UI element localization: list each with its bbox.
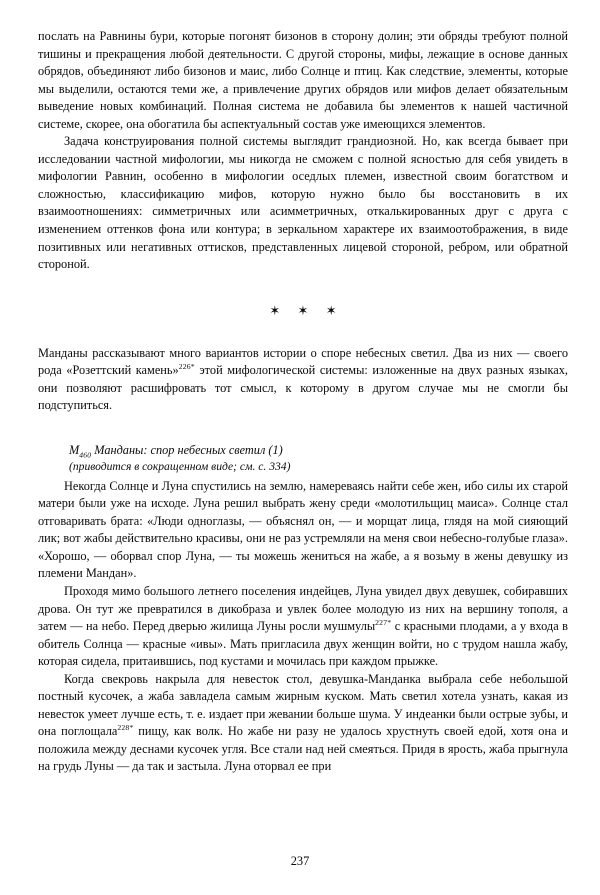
myth-label-number: 460 xyxy=(79,450,92,460)
mandan-text-lead: Манданы рассказывают много вариантов истории о споре небесных светил. Два из них — своего рода «Розеттский камень» xyxy=(38,345,568,378)
paragraph-continuation: послать на Равнины бури, которые погонят бизонов в сторону долин; эти обряды требуют полной тишины и прекращения любой деятельности. С другой стороны, мифы, лежащие в основе данных обрядов, объединяют либо бизонов и маис, либо Солнце и птиц. Как следствие, элементы, которые мы выделили, остаются теми же, а привлечение других обрядов или мифов делает обязательным выведение новых комбинаций. Полная система не добавила бы элементов к нашей частичной системе, скорее, она обогатила бы аспектуальный состав уже имеющихся элементов. xyxy=(38,29,568,131)
story3-text-tail: пищу, как волк. Но жабе ни разу не удалось хрустнуть своей едой, хотя она и положила между деснами кусочек угля. Все стали над ней смеяться. Придя в ярость, жаба прыгнула на грудь Луны — да так и застыла. Луна оторвал ее при xyxy=(38,724,569,774)
story3-text-lead: Когда свекровь накрыла для невесток стол, девушка-Манданка выбрала себе небольшой постный кусочек, а жаба завладела самым жирным куском. Мать светил хотела узнать, какая из невесток умеет лучше есть, т. е. издает при жевании больше шума. У индеанки были острые зубы, и она поглощала xyxy=(38,671,568,739)
myth-story-paragraph-2 xyxy=(38,583,568,671)
mandan-text-tail: этой мифологической системы: изложенные на двух разных языках, они позволяют расшифровать тот смысл, к которому в другом случае мы не смогли бы подступиться. xyxy=(38,363,569,413)
section-separator-asterisks: ✶ ✶ ✶ xyxy=(269,302,344,318)
story2-text-lead: Проходя мимо большого летнего поселения индейцев, Луна увидел двух девушек, собиравших дрова. Он тут же превратился в дикобраза и увлек более молодую из них на вершину тополя, а затем — на небо. Перед дверью жилища Луны росли мушмулы xyxy=(38,584,568,634)
myth-subtitle: (приводится в сокращенном виде; см. с. 334) xyxy=(69,460,291,474)
myth-label-letter: M xyxy=(69,442,80,457)
footnote-marker-226: 226* xyxy=(178,362,195,372)
myth-title-line xyxy=(69,442,568,459)
footnote-marker-228: 228* xyxy=(117,723,134,733)
myth-title-text: Манданы: спор небесных светил (1) xyxy=(94,442,283,457)
myth-entry-m460 xyxy=(38,442,568,476)
page-number: 237 xyxy=(290,854,310,868)
paragraph-mandan-rosetta xyxy=(38,345,568,415)
footnote-marker-227: 227* xyxy=(375,618,392,627)
story2-text-tail: с красными плодами, а у входа в обитель Солнца — красные «ивы». Мать пригласила двух женщин войти, но с трудом нашла жабу, которая сидела, притаившись, под кустами и мочилась при каждом прыжке. xyxy=(38,619,569,669)
myth-story-paragraph-1: Некогда Солнце и Луна спустились на землю, намереваясь найти себе жен, ибо силы их старой матери были уже на исходе. Луна решил выбрать жену среди «молотильщиц маиса». Солнце стал отговаривать брата: «Люди одноглазы, — объяснял он, — и морщат лица, глядя на мой сияющий лик; вот жабы действительно красивы, они не раз устремляли на меня свои небесно-голубые глаза». «Хорошо, — оборвал спор Луна, — ты можешь жениться на жабе, а я возьму в жены девушку из племени Мандан». xyxy=(38,478,568,581)
myth-label xyxy=(69,442,94,460)
paragraph-task-full-system: Задача конструирования полной системы выглядит грандиозной. Но, как всегда бывает при исследовании частной мифологии, мы никогда не сможем с полной ясностью для себя увидеть в мифологии Равнин, особенно в мифологии оседлых племен, известной своим богатством и сложностью, классификацию мифов, которую нужно было бы восстановить в их взаимоотношениях: симметричных или асимметричных, откалькированных друг с друга с изменением оттенков фона или контура; в зеркальном характере их взаимоотображения, в виде позитивных или негативных оттисков, представленных лицевой стороной, ребром, или обратной стороной. xyxy=(38,134,568,272)
myth-story-paragraph-3 xyxy=(38,671,568,776)
